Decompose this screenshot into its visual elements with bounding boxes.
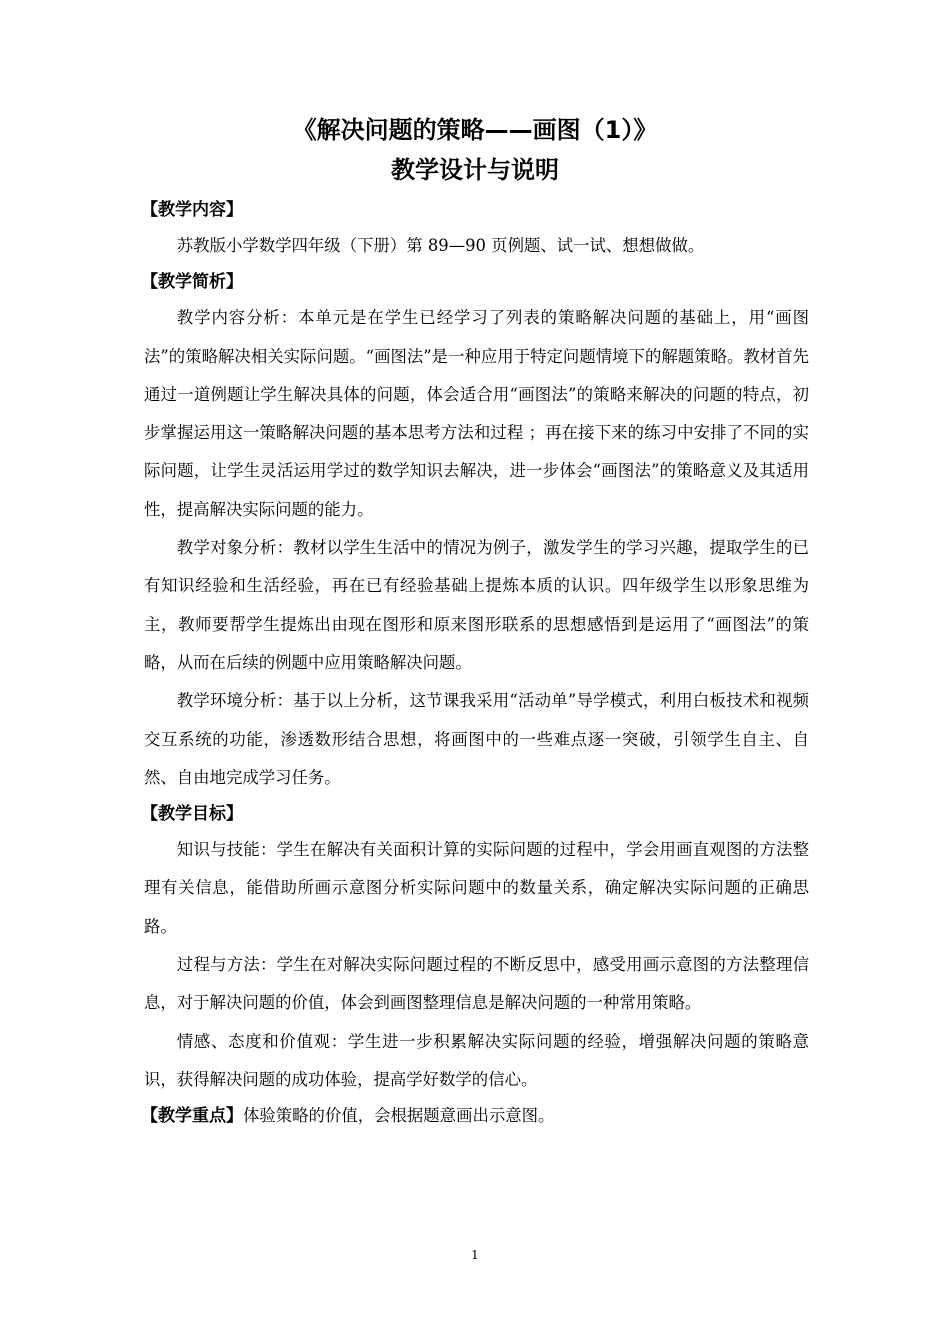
section-heading-analysis: 【教学简析】	[141, 272, 243, 293]
goals-paragraph-knowledge: 知识与技能：学生在解决有关面积计算的实际问题的过程中，学会用画直观图的方法整理有关信息，能借助所画示意图分析实际问题中的数量关系，确定解决实际问题的正确思路。	[144, 840, 809, 936]
section-heading-keypoint: 【教学重点】	[141, 1106, 243, 1127]
analysis-paragraph-students: 教学对象分析：教材以学生生活中的情况为例子，激发学生的学习兴趣，提取学生的已有知识经验和生活经验，再在已有经验基础上提炼本质的认识。四年级学生以形象思维为主，教师要帮学生提炼出由现在图形和原来图形联系的思想感悟到是运用了“画图法”的策略，从而在后续的例题中应用策略解决问题。	[144, 538, 809, 672]
goals-paragraph-process: 过程与方法：学生在对解决实际问题过程的不断反思中，感受用画示意图的方法整理信息，对于解决问题的价值，体会到画图整理信息是解决问题的一种常用策略。	[144, 955, 809, 1013]
document-title: 《解决问题的策略——画图（1）》	[292, 116, 658, 144]
content-text: 苏教版小学数学四年级（下册）第 89—90 页例题、试一试、想想做做。	[176, 236, 705, 255]
keypoint-row	[141, 1099, 809, 1133]
section-heading-content: 【教学内容】	[141, 200, 243, 220]
document-subtitle: 教学设计与说明	[391, 156, 559, 184]
goals-paragraph-emotion: 情感、态度和价值观：学生进一步积累解决实际问题的经验，增强解决问题的策略意识，获得解决问题的成功体验，提高学好数学的信心。	[144, 1031, 809, 1089]
analysis-paragraph-content: 教学内容分析：本单元是在学生已经学习了列表的策略解决问题的基础上，用“画图法”的策略解决相关实际问题。“画图法”是一种应用于特定问题情境下的解题策略。教材首先通过一道例题让学生解决具体的问题，体会适合用“画图法”的策略来解决的问题的特点，初步掌握运用这一策略解决问题的基本思考方法和过程 ；再在接下来的练习中安排了不同的实际问题，让学生灵活运用学过的数学知识去解决，进一步体会“画图法”的策略意义及其适用性，提高解决实际问题的能力。	[144, 308, 809, 519]
keypoint-text: 体验策略的价值，会根据题意画出示意图。	[243, 1106, 555, 1126]
section-heading-goals: 【教学目标】	[141, 804, 243, 825]
page-number: 1	[471, 1248, 479, 1262]
document-body	[141, 193, 809, 1133]
analysis-paragraph-environment: 教学环境分析：基于以上分析，这节课我采用“活动单”导学模式，利用白板技术和视频交互系统的功能，渗透数形结合思想，将画图中的一些难点逐一突破，引领学生自主、自然、自由地完成学习任务。	[144, 691, 809, 787]
